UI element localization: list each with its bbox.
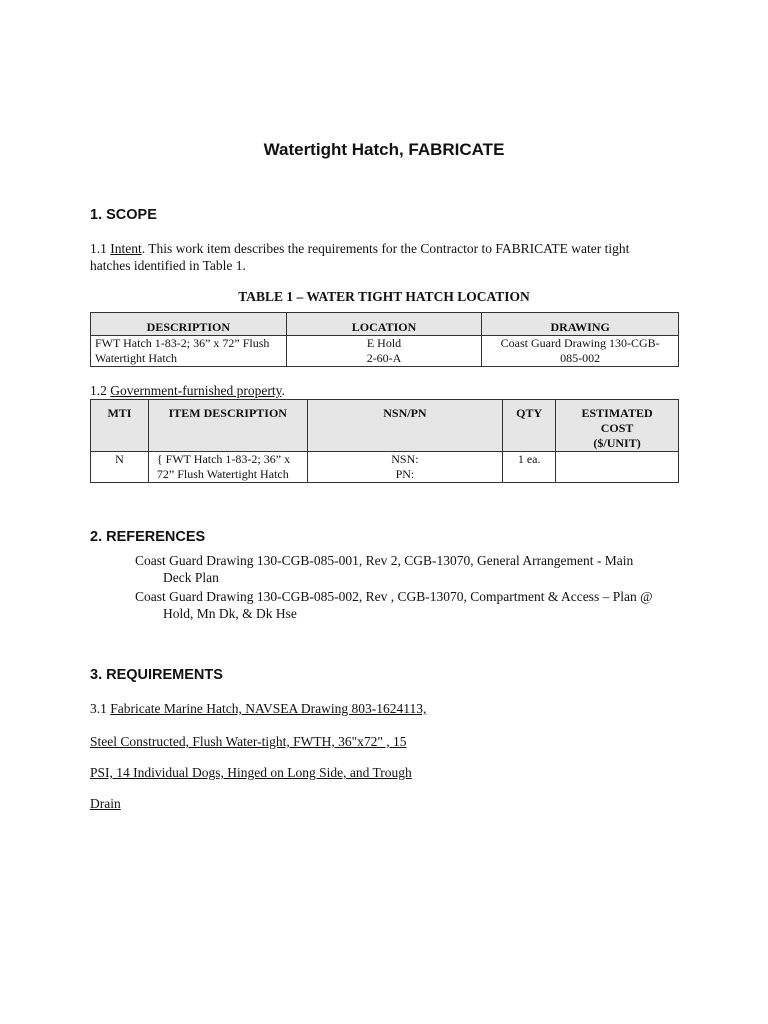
table1-cell-drawing: Coast Guard Drawing 130-CGB- 085-002 [482, 336, 679, 367]
hatch-location-table [90, 312, 679, 367]
table2-header-row [91, 400, 679, 452]
table2-cell-qty: 1 ea. [503, 452, 556, 483]
intent-text: . This work item describes the requirements for the Contractor to FABRICATE water tight [141, 241, 630, 256]
intent-text-continued: hatches identified in Table 1. [90, 258, 246, 273]
table2-header-nsn: NSN/PN [307, 400, 503, 452]
gfp-label: Government-furnished property [110, 383, 282, 398]
table2-cell-nsn: NSN: PN: [307, 452, 503, 483]
table1-header-row [91, 313, 679, 336]
scope-heading: 1. SCOPE [90, 207, 157, 223]
references-heading: 2. REFERENCES [90, 529, 206, 545]
requirements-heading: 3. REQUIREMENTS [90, 667, 223, 683]
table2-cell-item: { FWT Hatch 1-83-2; 36” x 72” Flush Watertight Hatch [148, 452, 307, 483]
table2-cell-mti: N [91, 452, 149, 483]
table1-cell-description: FWT Hatch 1-83-2; 36” x 72” Flush Watertight Hatch [91, 336, 287, 367]
table2-cell-cost [556, 452, 679, 483]
table1-caption: TABLE 1 – WATER TIGHT HATCH LOCATION [238, 289, 530, 304]
requirement-line-3: PSI, 14 Individual Dogs, Hinged on Long Side, and Trough [90, 765, 412, 780]
table1-cell-location: E Hold 2-60-A [286, 336, 482, 367]
table2-header-cost: ESTIMATED COST ($/UNIT) [556, 400, 679, 452]
table1-header-drawing: DRAWING [482, 313, 679, 336]
table2-header-qty: QTY [503, 400, 556, 452]
table1-header-description: DESCRIPTION [91, 313, 287, 336]
gfp-table [90, 399, 679, 483]
table2-header-item: ITEM DESCRIPTION [148, 400, 307, 452]
document-title: Watertight Hatch, FABRICATE [263, 140, 505, 159]
requirement-line-2: Steel Constructed, Flush Water-tight, FWTH, 36"x72" , 15 [90, 734, 407, 749]
table1-header-location: LOCATION [286, 313, 482, 336]
gfp-number: 1.2 [90, 383, 111, 398]
table-row [91, 336, 679, 367]
gfp-paragraph: 1.2 Government-furnished property. [90, 383, 285, 398]
table-row [91, 452, 679, 483]
intent-label: Intent [110, 241, 142, 256]
scope-intent-paragraph [90, 240, 690, 274]
intent-number: 1.1 [90, 241, 111, 256]
reference-1: Coast Guard Drawing 130-CGB-085-001, Rev 2, CGB-13070, General Arrangement - Main Deck Plan [135, 553, 634, 585]
table2-header-mti: MTI [91, 400, 149, 452]
requirement-line-4: Drain [90, 796, 121, 811]
requirement-line-1: 3.1 Fabricate Marine Hatch, NAVSEA Drawing 803-1624113, [90, 701, 427, 716]
reference-2: Coast Guard Drawing 130-CGB-085-002, Rev , CGB-13070, Compartment & Access – Plan @ Hold, Mn Dk, & Dk Hse [135, 589, 653, 621]
